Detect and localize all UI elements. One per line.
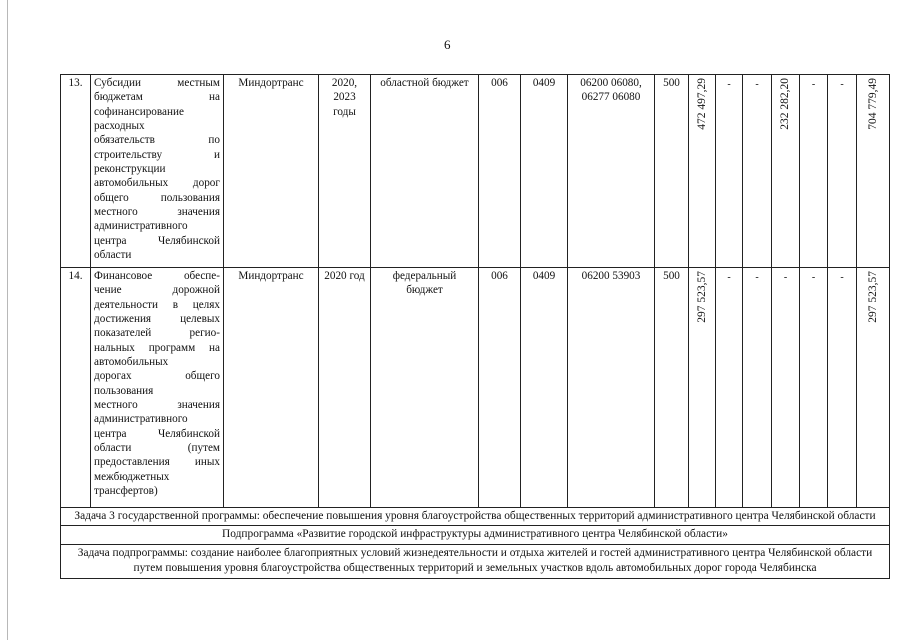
amount-2023-value: 232 282,20: [779, 78, 792, 130]
measure-name-line: пользования: [94, 384, 154, 397]
task-3-heading: Задача 3 государственной программы: обеспечение повышения уровня благоустройства общественных территорий административного центра Челябинской области: [61, 508, 890, 526]
amount-2020: [689, 75, 716, 268]
amount-2025-value: -: [840, 79, 844, 90]
measure-name-line: Финансовое обеспе-: [94, 270, 220, 282]
amount-2023-value: -: [783, 272, 788, 283]
measure-name-line: Субсидии местным: [94, 77, 220, 89]
row-number: 14.: [61, 268, 91, 508]
row-number: 13.: [61, 75, 91, 268]
measure-name-line: строительству и: [94, 148, 220, 161]
amount-2020-value: 297 523,57: [695, 271, 708, 323]
measure-name: [91, 75, 224, 268]
measure-name-line: достижения целевых: [94, 312, 220, 325]
grbs-code: 006: [479, 268, 521, 508]
amount-2025: [828, 268, 857, 508]
target-article-code: 06200 53903: [568, 268, 655, 508]
table-row: [61, 526, 890, 544]
table-row: [61, 268, 890, 508]
subprogram-heading: Подпрограмма «Развитие городской инфраструктуры административного центра Челябинской области»: [61, 526, 890, 544]
measure-name-line: области: [94, 248, 132, 261]
measure-name-line: софинансирование: [94, 105, 184, 118]
measure-name-line: центра Челябинской: [94, 234, 220, 247]
measure-name-line: местного значения: [94, 205, 220, 218]
measure-name-line: предоставления иных: [94, 456, 220, 469]
amount-2024-value: -: [811, 272, 816, 283]
measure-name: [91, 268, 224, 508]
measure-name-line: трансфертов): [94, 484, 158, 497]
measure-name-line: дорогах общего: [94, 370, 220, 383]
amount-2021: [716, 75, 743, 268]
measure-name-line: автомобильных: [94, 355, 169, 368]
executor: Миндортранс: [224, 75, 319, 268]
measure-name-line: центра Челябинской: [94, 427, 220, 440]
grbs-code: 006: [479, 75, 521, 268]
measure-name-line: деятельности в целях: [94, 298, 220, 311]
subprogram-task-heading: Задача подпрограммы: создание наиболее благоприятных условий жизнедеятельности и отдыха жителей и гостей административного центра Челябинской области путем повышения уровня благоустройства общественных территорий и земельных участков вдоль автомобильных дорог города Челябинска: [61, 544, 890, 578]
measure-name-line: обязательств по: [94, 134, 220, 147]
table-row: [61, 75, 890, 268]
measure-name-line: местного значения: [94, 398, 220, 411]
amount-total: [857, 75, 890, 268]
executor: Миндортранс: [224, 268, 319, 508]
amount-2021-value: -: [727, 272, 731, 283]
measure-name-line: показателей регио-: [94, 327, 220, 340]
years: 2020 год: [319, 268, 371, 508]
amount-2024: [800, 75, 828, 268]
amount-2022: [743, 75, 772, 268]
measure-name-line: административного: [94, 413, 188, 426]
years: 2020, 2023 годы: [319, 75, 371, 268]
measure-name-line: нальных программ на: [94, 341, 220, 354]
measure-name-line: чение дорожной: [94, 284, 220, 297]
measure-name-line: административного: [94, 220, 188, 233]
funding-source: федеральный бюджет: [371, 268, 479, 508]
page-edge-line: [7, 0, 8, 640]
amount-2025: [828, 75, 857, 268]
page-number: 6: [444, 37, 451, 52]
measure-name-line: общего пользования: [94, 191, 220, 204]
measure-name-line: расходных: [94, 119, 145, 132]
measure-name-line: межбюджетных: [94, 470, 170, 483]
amount-2023: [772, 268, 800, 508]
amount-2020: [689, 268, 716, 508]
measure-name-line: бюджетам на: [94, 91, 220, 104]
table-row: [61, 508, 890, 526]
expense-type-code: 500: [655, 75, 689, 268]
measure-name-line: реконструкции: [94, 162, 166, 175]
measure-name-line: автомобильных дорог: [94, 177, 220, 190]
amount-2020-value: 472 497,29: [695, 78, 708, 130]
funding-source: областной бюджет: [371, 75, 479, 268]
program-table: [60, 74, 890, 579]
section-code: 0409: [521, 268, 568, 508]
amount-total-value: 297 523,57: [866, 271, 879, 323]
amount-2023: [772, 75, 800, 268]
expense-type-code: 500: [655, 268, 689, 508]
amount-total-value: 704 779,49: [866, 78, 879, 130]
amount-total: [857, 268, 890, 508]
table-row: [61, 544, 890, 578]
amount-2024-value: -: [811, 79, 816, 90]
amount-2021: [716, 268, 743, 508]
amount-2022: [743, 268, 772, 508]
target-article-code: 06200 06080, 06277 06080: [568, 75, 655, 268]
measure-name-line: области (путем: [94, 441, 220, 454]
amount-2021-value: -: [727, 79, 731, 90]
amount-2024: [800, 268, 828, 508]
amount-2022-value: -: [755, 272, 759, 283]
section-code: 0409: [521, 75, 568, 268]
amount-2022-value: -: [755, 79, 759, 90]
amount-2025-value: -: [840, 272, 844, 283]
